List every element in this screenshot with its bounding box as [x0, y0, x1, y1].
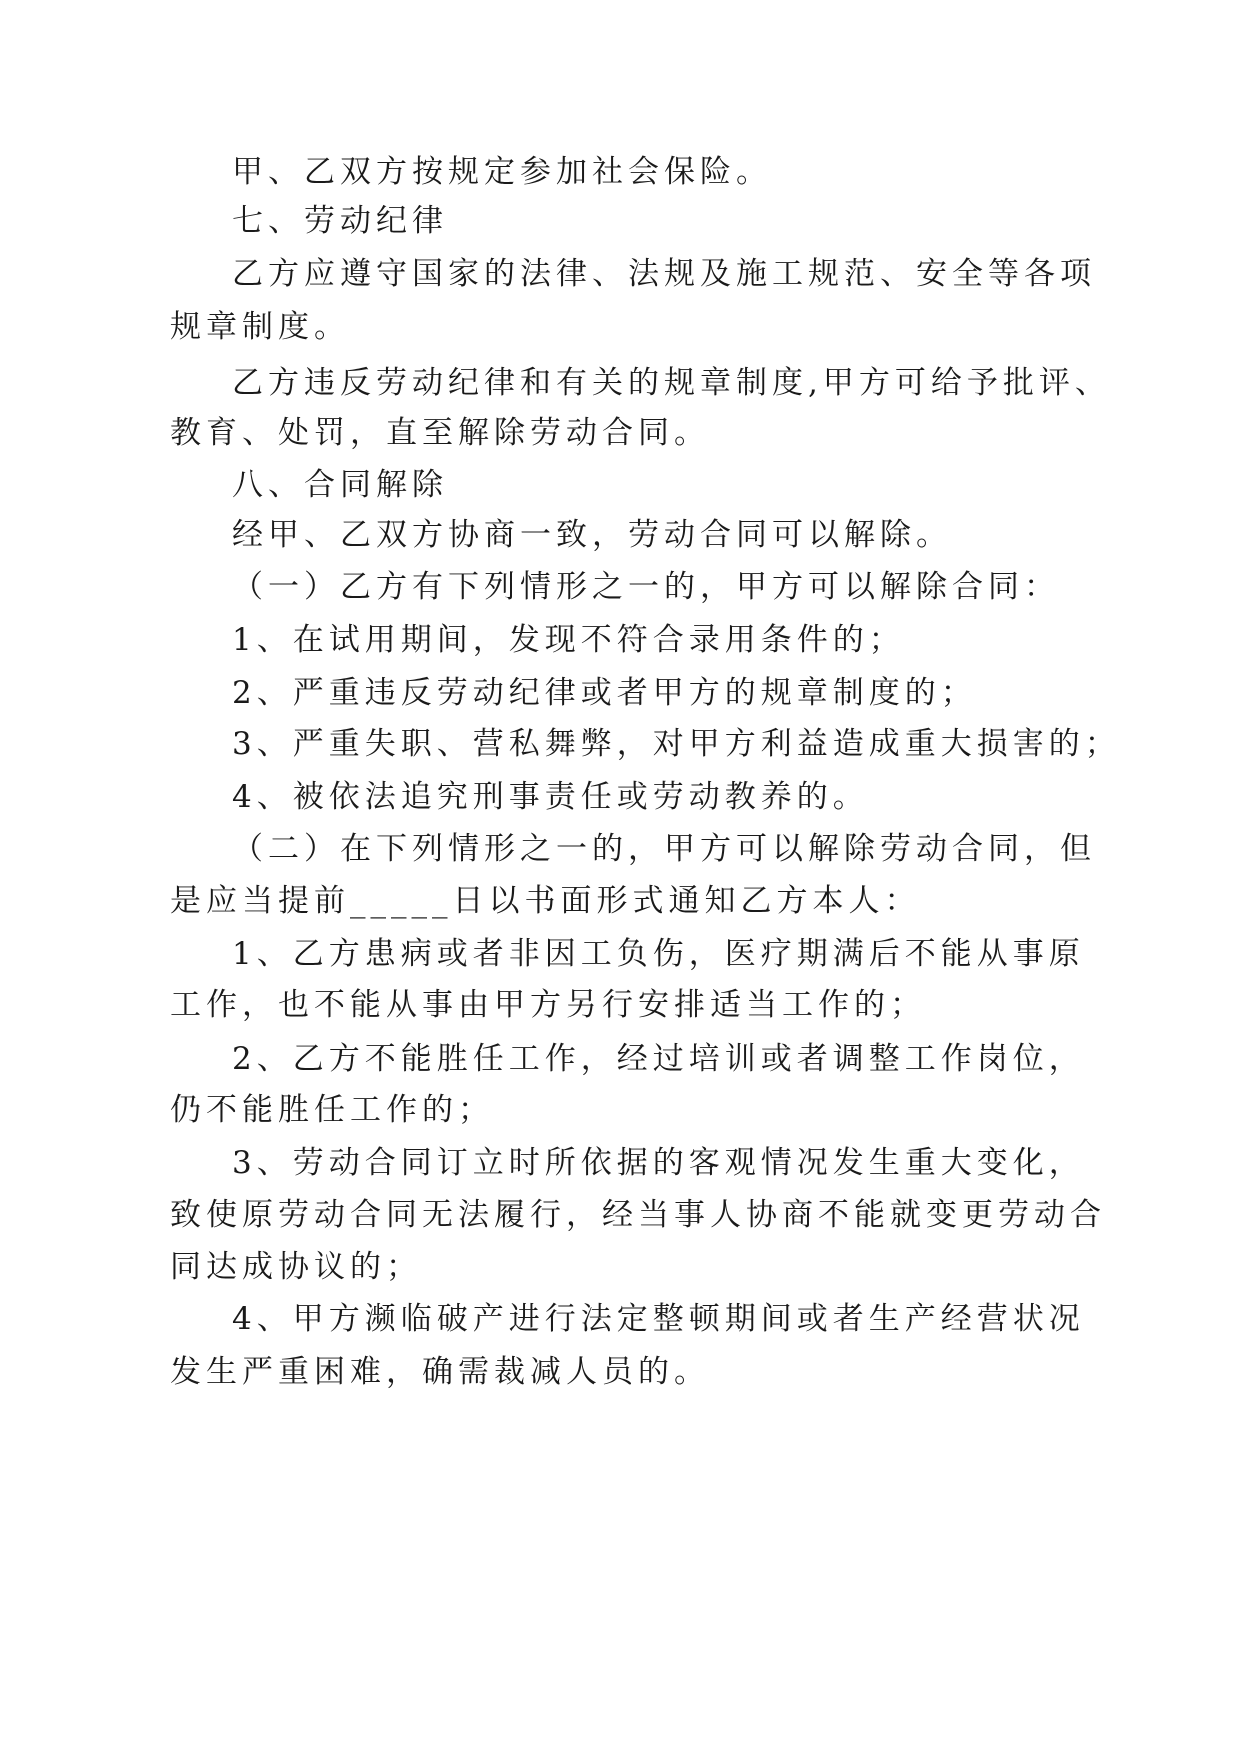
paragraph-line: 经甲、乙双方协商一致，劳动合同可以解除。	[232, 517, 952, 553]
list-item: 1、乙方患病或者非因工负伤，医疗期满后不能从事原	[232, 936, 1085, 972]
section-heading-labor-discipline: 七、劳动纪律	[232, 203, 448, 239]
list-item: 3、严重失职、营私舞弊，对甲方利益造成重大损害的；	[232, 726, 1121, 762]
paragraph-line: 是应当提前_____日以书面形式通知乙方本人：	[170, 883, 921, 919]
paragraph-line: 致使原劳动合同无法履行，经当事人协商不能就变更劳动合	[170, 1197, 1106, 1233]
paragraph-social-insurance: 甲、乙双方按规定参加社会保险。	[232, 154, 772, 190]
section-heading-contract-termination: 八、合同解除	[232, 467, 448, 503]
paragraph-line: 同达成协议的；	[170, 1249, 422, 1285]
list-item: 2、乙方不能胜任工作，经过培训或者调整工作岗位，	[232, 1041, 1085, 1077]
subsection-heading: （一）乙方有下列情形之一的，甲方可以解除合同：	[232, 569, 1060, 605]
paragraph-line: 乙方应遵守国家的法律、法规及施工规范、安全等各项	[232, 256, 1096, 292]
paragraph-line: 发生严重困难，确需裁减人员的。	[170, 1354, 710, 1390]
paragraph-line: 规章制度。	[170, 309, 350, 345]
list-item: 2、严重违反劳动纪律或者甲方的规章制度的；	[232, 675, 977, 711]
paragraph-line: 教育、处罚，直至解除劳动合同。	[170, 415, 710, 451]
list-item: 4、被依法追究刑事责任或劳动教养的。	[232, 779, 869, 815]
list-item: 3、劳动合同订立时所依据的客观情况发生重大变化，	[232, 1145, 1085, 1181]
list-item: 4、甲方濒临破产进行法定整顿期间或者生产经营状况	[232, 1301, 1085, 1337]
list-item: 1、在试用期间，发现不符合录用条件的；	[232, 622, 905, 658]
paragraph-line: 乙方违反劳动纪律和有关的规章制度,甲方可给予批评、	[232, 365, 1111, 401]
paragraph-line: 仍不能胜任工作的；	[170, 1092, 494, 1128]
subsection-heading: （二）在下列情形之一的，甲方可以解除劳动合同，但	[232, 831, 1096, 867]
paragraph-line: 工作，也不能从事由甲方另行安排适当工作的；	[170, 987, 926, 1023]
